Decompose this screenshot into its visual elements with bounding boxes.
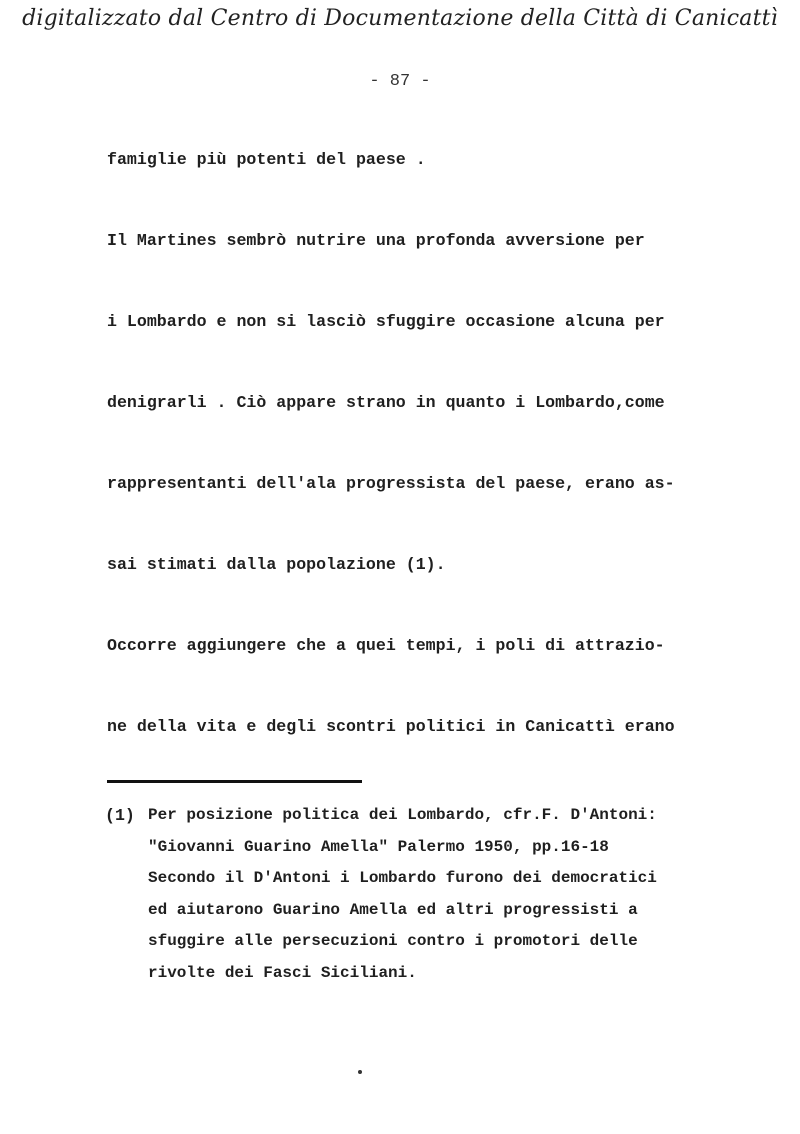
body-line: denigrarli . Ciò appare strano in quanto i Lombardo,come <box>107 393 665 412</box>
footnote-line: "Giovanni Guarino Amella" Palermo 1950, pp.16-18 <box>148 837 609 856</box>
body-line: i Lombardo e non si lasciò sfuggire occasione alcuna per <box>107 312 665 331</box>
body-line: Il Martines sembrò nutrire una profonda avversione per <box>107 231 645 250</box>
footnote-line: Per posizione politica dei Lombardo, cfr.F. D'Antoni: <box>148 806 657 824</box>
body-line: sai stimati dalla popolazione (1). <box>107 555 446 574</box>
footnote-separator <box>107 780 362 783</box>
page-number: - 87 - <box>369 72 431 91</box>
body-line: ne della vita e degli scontri politici in Canicattì erano <box>107 717 675 736</box>
footnote-marker: (1) <box>105 806 135 825</box>
footnote-text <box>148 800 718 989</box>
footnote-line: ed aiutarono Guarino Amella ed altri progressisti a <box>148 900 638 919</box>
body-line: famiglie più potenti del paese . <box>107 150 426 169</box>
footnote-line: sfuggire alle persecuzioni contro i promotori delle <box>148 932 638 950</box>
footnote-line: rivolte dei Fasci Siciliani. <box>148 963 417 982</box>
body-line: rappresentanti dell'ala progressista del paese, erano as- <box>107 474 675 493</box>
body-text <box>107 146 717 794</box>
body-line: Occorre aggiungere che a quei tempi, i poli di attrazio- <box>107 636 665 655</box>
footnote-line: Secondo il D'Antoni i Lombardo furono dei democratici <box>148 869 657 887</box>
header-watermark: digitalizzato dal Centro di Documentazione della Città di Canicattì <box>22 6 778 31</box>
stray-dot <box>358 1070 362 1074</box>
